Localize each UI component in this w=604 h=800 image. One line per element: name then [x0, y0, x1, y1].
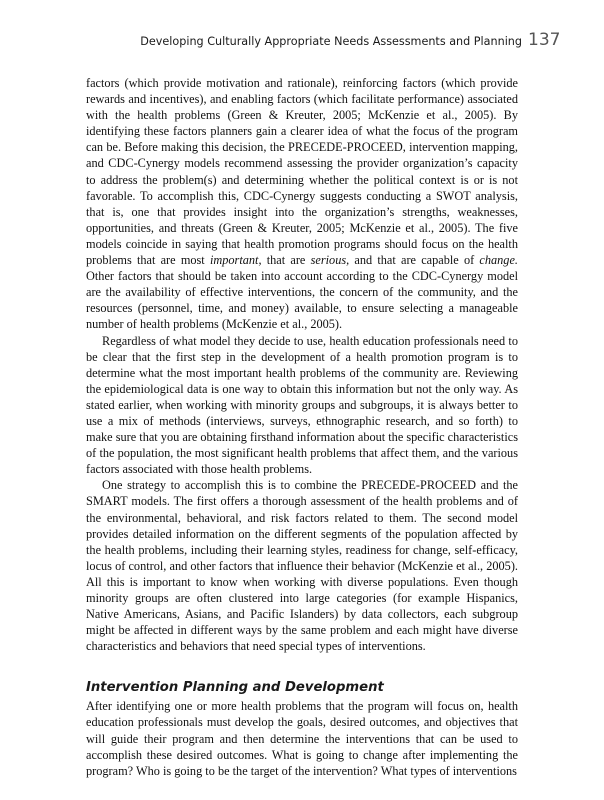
page-number: 137	[528, 30, 561, 50]
body-text	[86, 75, 518, 779]
paragraph-factors: factors (which provide motivation and rationale), reinforcing factors (which provide rewards and incentives), and enabling factors (which facilitate performance) associated with the health problems (Green & Kreuter, 2005; McKenzie et al., 2005). By identifying these factors planners gain a clearer idea of what the focus of the program can be. Before making this decision, the PRECEDE-PROCEED, intervention mapping, and CDC-Cynergy models recommend assessing the provider organization’s capacity to address the problem(s) and determining whether the political context is or is not favorable. To accomplish this, CDC-Cynergy suggests conducting a SWOT analysis, that is, one that provides insight into the organization’s strengths, weaknesses, opportunities, and threats (Green & Kreuter, 2005; McKenzie et al., 2005). The five models coincide in saying that health promotion programs should focus on the health problems that are most important, that are serious, and that are capable of change. Other factors that should be taken into account according to the CDC-Cynergy model are the availability of effective interventions, the concern of the community, and the resources (personnel, time, and money) available, to ensure selecting a manageable number of health problems (McKenzie et al., 2005).	[86, 76, 518, 332]
paragraph-one-strategy: One strategy to accomplish this is to combine the PRECEDE-PROCEED and the SMART models. The first offers a thorough assessment of the health problems and of the environmental, behavioral, and risk factors related to them. The second model provides detailed information on the different segments of the population affected by the health problems, including their learning styles, readiness for change, self-efficacy, locus of control, and other factors that influence their behavior (McKenzie et al., 2005). All this is important to know when working with diverse populations. Even though minority groups are often clustered into large categories (for example Hispanics, Native Americans, Asians, and Pacific Islanders) by data collectors, each subgroup might be affected in different ways by the same problem and each might have diverse characteristics and behaviors that need special types of interventions.	[86, 478, 518, 654]
paragraph-intervention-planning: After identifying one or more health problems that the program will focus on, health education professionals must develop the goals, desired outcomes, and objectives that will guide their program and then determine the interventions that can be used to accomplish these desired outcomes. What is going to change after implementing the program? Who is going to be the target of the intervention? What types of interventions	[86, 699, 518, 778]
running-header: Developing Culturally Appropriate Needs Assessments and Planning	[140, 35, 522, 48]
section-heading: Intervention Planning and Development	[86, 680, 384, 696]
paragraph-regardless: Regardless of what model they decide to use, health education professionals need to be clear that the first step in the development of a health promotion program is to determine what the most important health problems of the community are. Reviewing the epidemiological data is one way to obtain this information but not the only way. As stated earlier, when working with minority groups and subgroups, it is always better to use a mix of methods (interviews, surveys, ethnographic research, and so forth) to make sure that you are obtaining firsthand information about the specific characteristics of the population, the most significant health problems that affect them, and the various factors associated with those health problems.	[86, 333, 518, 477]
